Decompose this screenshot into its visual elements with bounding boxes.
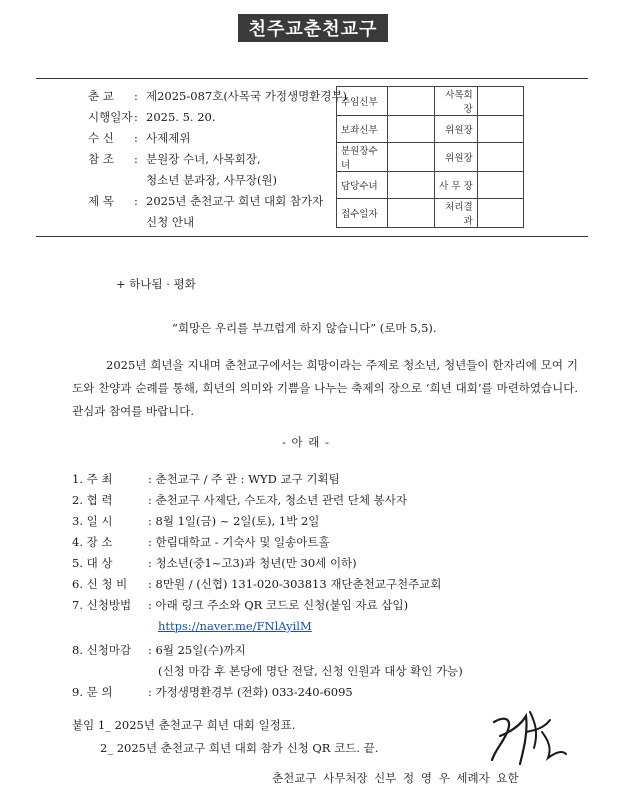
list-item xyxy=(72,616,312,637)
scripture-quote: “희망은 우리를 부끄럽게 하지 않습니다” (로마 5,5). xyxy=(172,321,437,335)
list-item-value: : 8월 1일(금) ~ 2일(토), 1박 2일 xyxy=(148,514,320,528)
approval-blank xyxy=(477,172,523,199)
list-item-value: : 8만원 / (신협) 131-020-303813 재단춘천교구천주교회 xyxy=(148,577,442,591)
signer-line: 춘천교구 사무처장 신부 정 영 우 세례자 요한 xyxy=(272,771,519,785)
approval-blank xyxy=(477,87,523,116)
diocese-title: 천주교춘천교구 xyxy=(238,14,388,42)
reference-row-cont xyxy=(88,172,277,188)
list-item-label: 3. 일 시 xyxy=(72,514,113,528)
list-item-value: : 청소년(중1~고3)과 청년(만 30세 이하) xyxy=(148,556,357,570)
approval-right-label: 처리결과 xyxy=(434,199,477,228)
list-item xyxy=(72,640,246,661)
list-item-label: 1. 주 최 xyxy=(72,472,113,486)
list-item-value: : 춘천교구 사제단, 수도자, 청소년 관련 단체 봉사자 xyxy=(148,493,407,507)
recipient-value: 사제제위 xyxy=(146,131,191,145)
issue-date-value: 2025. 5. 20. xyxy=(146,110,216,124)
list-item xyxy=(72,490,407,511)
approval-right-label: 사목회장 xyxy=(434,87,477,116)
list-item-label: 5. 대 상 xyxy=(72,556,113,570)
doc-number-label: 춘 교 xyxy=(88,89,114,103)
handwritten-signature xyxy=(486,702,570,772)
approval-blank xyxy=(388,87,434,116)
approval-blank xyxy=(388,199,434,228)
list-item-label: 7. 신청방법 xyxy=(72,598,132,612)
approval-left-label: 보좌신부 xyxy=(337,116,388,143)
list-item xyxy=(72,511,319,532)
list-item xyxy=(72,661,463,682)
approval-left-label: 접수일자 xyxy=(337,199,388,228)
approval-left-label: 주임신부 xyxy=(337,87,388,116)
body-paragraph: 2025년 희년을 지내며 춘천교구에서는 희망이라는 주제로 청소년, 청년들이 한자리에 모여 기도와 찬양과 순례를 통해, 희년의 의미와 기쁨을 나누는 축제의 장으로 ‘희년 대회’를 마련하였습니다. 관심과 참여를 바랍니다. xyxy=(72,358,578,418)
subject-row-cont xyxy=(88,214,194,230)
list-item xyxy=(72,532,330,553)
approval-blank xyxy=(388,143,434,172)
subject-value: 2025년 춘천교구 희년 대회 참가자 xyxy=(146,194,324,208)
list-item-label: 6. 신 청 비 xyxy=(72,577,128,591)
reference-value-cont: 청소년 분과장, 사무장(원) xyxy=(146,173,278,187)
header-bottom-rule xyxy=(36,236,588,237)
issue-date-row: 시행일자 : 2025. 5. 20. xyxy=(88,110,216,124)
subject-value-cont: 신청 안내 xyxy=(146,215,195,229)
subject-label: 제 목 xyxy=(88,194,114,208)
approval-left-label: 담당수녀 xyxy=(337,172,388,199)
list-item-value: : 6월 25일(수)까지 xyxy=(148,643,246,657)
list-item xyxy=(72,574,441,595)
reference-label: 참 조 xyxy=(88,152,114,166)
approval-left-label: 분원장수녀 xyxy=(337,143,388,172)
doc-number-value: 제2025-087호(사목국 가정생명환경부) xyxy=(146,89,348,103)
list-item xyxy=(72,682,353,703)
top-rule xyxy=(36,78,588,79)
greeting: + 하나됨 · 평화 xyxy=(116,277,196,291)
recipient-label: 수 신 xyxy=(88,131,114,145)
list-item xyxy=(72,553,357,574)
section-title: - 아 래 - xyxy=(282,435,330,449)
subject-row: 제 목 : 2025년 춘천교구 희년 대회 참가자 xyxy=(88,194,324,208)
approval-blank xyxy=(388,172,434,199)
reference-value: 분원장 수녀, 사목회장, xyxy=(146,152,261,166)
recipient-row: 수 신 : 사제제위 xyxy=(88,131,191,145)
attachment-2: 2_ 2025년 춘천교구 희년 대회 참가 신청 QR 코드. 끝. xyxy=(100,741,379,755)
list-item-value: : 아래 링크 주소와 QR 코드로 신청(붙임 자료 삽입) xyxy=(148,598,409,612)
list-item-value: : 한림대학교 - 기숙사 및 일송아트홀 xyxy=(148,535,330,549)
approval-blank xyxy=(477,143,523,172)
list-item-note: (신청 마감 후 본당에 명단 전달, 신청 인원과 대상 확인 가능) xyxy=(158,664,463,678)
approval-blank xyxy=(477,199,523,228)
approval-blank xyxy=(477,116,523,143)
approval-right-label: 위원장 xyxy=(434,143,477,172)
list-item-value: : 가정생명환경부 (전화) 033-240-6095 xyxy=(148,685,353,699)
issue-date-label: 시행일자 xyxy=(88,110,133,124)
approval-right-label: 위원장 xyxy=(434,116,477,143)
list-item xyxy=(72,595,408,616)
list-item-value: : 춘천교구 / 주 관 : WYD 교구 기획팀 xyxy=(148,472,340,486)
list-item-label: 8. 신청마감 xyxy=(72,643,132,657)
reference-row: 참 조 : 분원장 수녀, 사목회장, xyxy=(88,152,261,166)
approval-table xyxy=(336,86,524,228)
doc-number-row: 춘 교 : 제2025-087호(사목국 가정생명환경부) xyxy=(88,89,348,103)
attachment-1: 붙임 1_ 2025년 춘천교구 희년 대회 일정표. xyxy=(72,718,296,732)
list-item-label: 4. 장 소 xyxy=(72,535,113,549)
approval-right-label: 사 무 장 xyxy=(434,172,477,199)
list-item xyxy=(72,469,340,490)
registration-link[interactable]: https://naver.me/FNlAyilM xyxy=(158,619,312,633)
list-item-label: 9. 문 의 xyxy=(72,685,113,699)
list-item-label: 2. 협 력 xyxy=(72,493,113,507)
approval-blank xyxy=(388,116,434,143)
